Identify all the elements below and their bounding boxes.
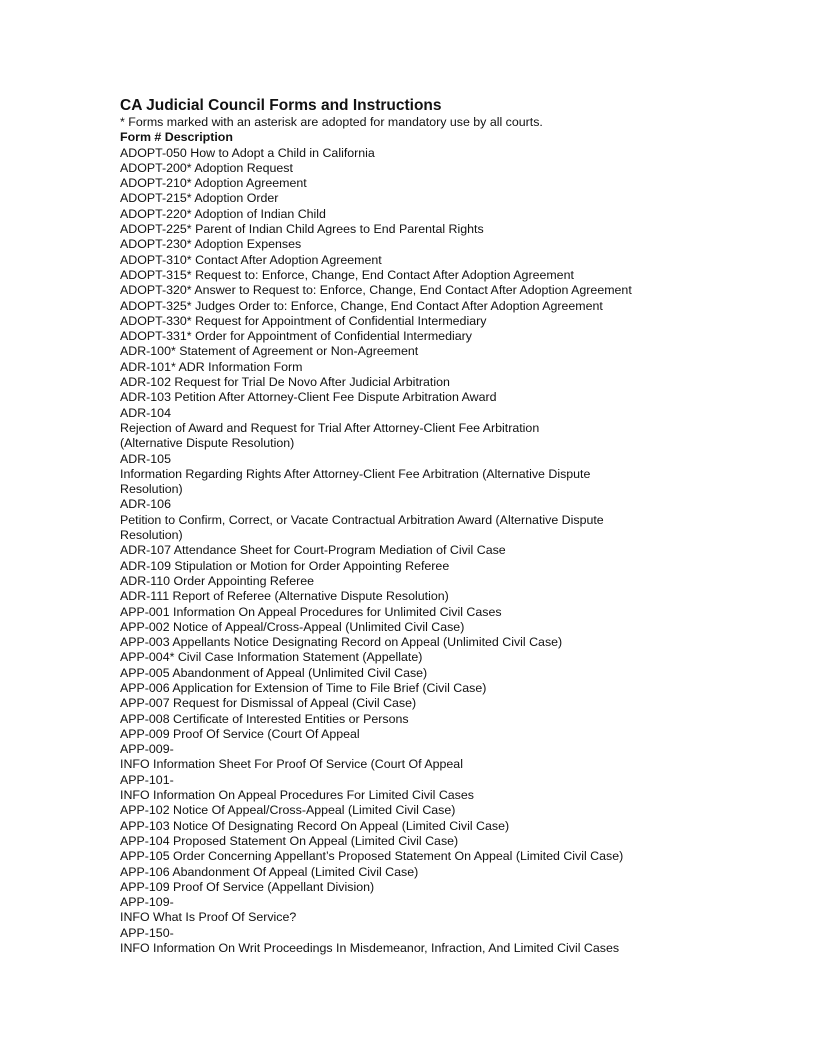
form-list-line: ADOPT-210* Adoption Agreement: [120, 176, 307, 191]
form-list-line: ADR-105: [120, 451, 171, 466]
form-list-line: ADOPT-331* Order for Appointment of Confidential Intermediary: [120, 329, 472, 344]
form-list-line: ADOPT-200* Adoption Request: [120, 160, 293, 175]
form-list-line: APP-109-: [120, 895, 174, 910]
form-list-line: INFO Information On Appeal Procedures For Limited Civil Cases: [120, 788, 474, 803]
form-list-line: ADOPT-320* Answer to Request to: Enforce, Change, End Contact After Adoption Agreement: [120, 283, 632, 298]
form-list-line: ADR-109 Stipulation or Motion for Order Appointing Referee: [120, 558, 450, 573]
form-list-line: APP-007 Request for Dismissal of Appeal (Civil Case): [120, 696, 417, 711]
form-list-line: APP-109 Proof Of Service (Appellant Division): [120, 879, 375, 894]
form-list-line: APP-004* Civil Case Information Statement (Appellate): [120, 650, 423, 665]
form-list-line: APP-104 Proposed Statement On Appeal (Limited Civil Case): [120, 833, 459, 848]
form-list-line: ADR-106: [120, 497, 171, 512]
form-list-line: APP-103 Notice Of Designating Record On Appeal (Limited Civil Case): [120, 818, 510, 833]
form-list-line: ADR-104: [120, 405, 171, 420]
form-list-line: ADOPT-330* Request for Appointment of Confidential Intermediary: [120, 313, 487, 328]
form-list-line: ADOPT-050 How to Adopt a Child in California: [120, 145, 375, 160]
form-list-line: Petition to Confirm, Correct, or Vacate Contractual Arbitration Award (Alternative Dispute: [120, 512, 604, 527]
form-list-line: ADR-107 Attendance Sheet for Court-Program Mediation of Civil Case: [120, 543, 506, 558]
column-header: Form # Description: [120, 130, 233, 145]
document-page: [120, 96, 800, 956]
form-list-line: ADOPT-220* Adoption of Indian Child: [120, 206, 326, 221]
form-list-line: Information Regarding Rights After Attorney-Client Fee Arbitration (Alternative Dispute: [120, 466, 591, 481]
form-list-line: (Alternative Dispute Resolution): [120, 436, 295, 451]
form-list-line: ADR-101* ADR Information Form: [120, 359, 303, 374]
form-list-line: APP-150-: [120, 925, 174, 940]
form-list-line: INFO Information On Writ Proceedings In Misdemeanor, Infraction, And Limited Civil Cases: [120, 941, 620, 956]
form-list-line: ADR-111 Report of Referee (Alternative Dispute Resolution): [120, 589, 449, 604]
form-list-line: ADOPT-310* Contact After Adoption Agreement: [120, 252, 382, 267]
form-list-line: ADR-102 Request for Trial De Novo After Judicial Arbitration: [120, 375, 450, 390]
form-list-line: APP-106 Abandonment Of Appeal (Limited Civil Case): [120, 864, 419, 879]
form-list-line: APP-105 Order Concerning Appellant’s Proposed Statement On Appeal (Limited Civil Case): [120, 849, 624, 864]
form-list-line: ADR-100* Statement of Agreement or Non-Agreement: [120, 344, 419, 359]
form-list-line: ADOPT-230* Adoption Expenses: [120, 237, 302, 252]
form-list-line: APP-002 Notice of Appeal/Cross-Appeal (Unlimited Civil Case): [120, 619, 465, 634]
form-list-line: APP-101-: [120, 772, 174, 787]
form-list-line: ADR-103 Petition After Attorney-Client Fee Dispute Arbitration Award: [120, 390, 497, 405]
form-list-line: APP-001 Information On Appeal Procedures for Unlimited Civil Cases: [120, 604, 502, 619]
form-list-line: ADOPT-325* Judges Order to: Enforce, Change, End Contact After Adoption Agreement: [120, 298, 603, 313]
form-list-line: APP-008 Certificate of Interested Entities or Persons: [120, 711, 409, 726]
forms-list: [120, 146, 800, 957]
form-list-line: ADOPT-225* Parent of Indian Child Agrees to End Parental Rights: [120, 222, 484, 237]
document-title: CA Judicial Council Forms and Instructions: [120, 97, 442, 114]
form-list-line: APP-003 Appellants Notice Designating Record on Appeal (Unlimited Civil Case): [120, 635, 563, 650]
form-list-line: INFO Information Sheet For Proof Of Service (Court Of Appeal: [120, 757, 463, 772]
form-list-line: ADR-110 Order Appointing Referee: [120, 573, 314, 588]
form-list-line: APP-009 Proof Of Service (Court Of Appeal: [120, 726, 360, 741]
form-list-line: APP-102 Notice Of Appeal/Cross-Appeal (Limited Civil Case): [120, 803, 456, 818]
form-list-line: APP-009-: [120, 742, 174, 757]
form-list-line: ADOPT-315* Request to: Enforce, Change, End Contact After Adoption Agreement: [120, 267, 574, 282]
form-list-line: Resolution): [120, 482, 183, 497]
form-list-line: APP-006 Application for Extension of Time to File Brief (Civil Case): [120, 680, 487, 695]
form-list-line: ADOPT-215* Adoption Order: [120, 191, 279, 206]
form-list-line: INFO What Is Proof Of Service?: [120, 910, 297, 925]
asterisk-note: * Forms marked with an asterisk are adopted for mandatory use by all courts.: [120, 115, 543, 129]
form-list-line: Rejection of Award and Request for Trial After Attorney-Client Fee Arbitration: [120, 420, 540, 435]
form-list-line: Resolution): [120, 528, 183, 543]
form-list-line: APP-005 Abandonment of Appeal (Unlimited Civil Case): [120, 665, 428, 680]
